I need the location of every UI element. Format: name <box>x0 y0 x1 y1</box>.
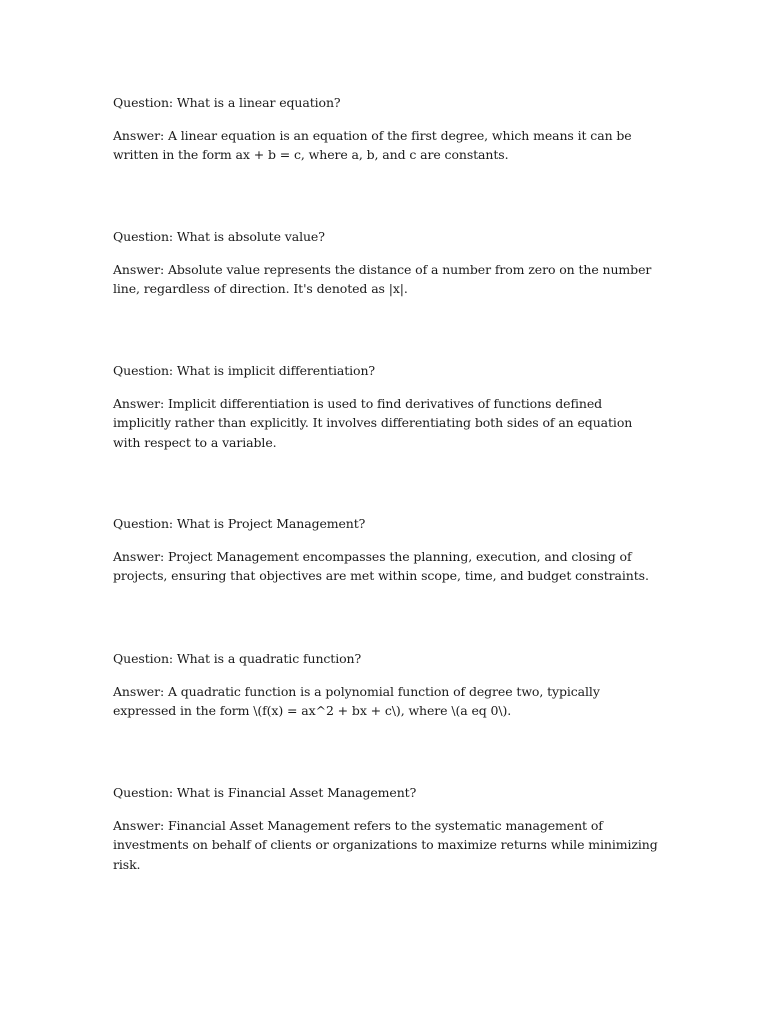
answer-text: Answer: A quadratic function is a polynomial function of degree two, typically expressed in the form \(f(x) = ax^2 + bx + c\), where \(a eq 0\). <box>113 683 600 718</box>
qa-block-project-management <box>113 514 658 586</box>
qa-block-linear-equation <box>113 93 658 165</box>
qa-block-absolute-value <box>113 227 658 299</box>
answer-text: Answer: Financial Asset Management refers to the systematic management of investments on behalf of clients or organizations to maximize returns while minimizing risk. <box>113 817 658 872</box>
answer-text: Answer: A linear equation is an equation of the first degree, which means it can be written in the form ax + b = c, where a, b, and c are constants. <box>113 127 632 162</box>
question-text: Question: What is Financial Asset Management? <box>113 785 417 800</box>
answer-text: Answer: Implicit differentiation is used to find derivatives of functions defined implicitly rather than explicitly. It involves differentiating both sides of an equation with respect to a variable. <box>113 395 633 450</box>
qa-block-quadratic-function <box>113 649 658 721</box>
question-text: Question: What is implicit differentiation? <box>113 363 376 378</box>
question-text: Question: What is a linear equation? <box>113 95 341 110</box>
qa-block-financial-asset-management <box>113 783 658 874</box>
question-text: Question: What is a quadratic function? <box>113 651 362 666</box>
question-text: Question: What is absolute value? <box>113 229 325 244</box>
answer-text: Answer: Project Management encompasses the planning, execution, and closing of projects, ensuring that objectives are met within scope, time, and budget constraints. <box>113 548 649 583</box>
answer-text: Answer: Absolute value represents the distance of a number from zero on the number line, regardless of direction. It's denoted as |x|. <box>113 261 652 296</box>
qa-block-implicit-differentiation <box>113 361 658 452</box>
question-text: Question: What is Project Management? <box>113 516 366 531</box>
